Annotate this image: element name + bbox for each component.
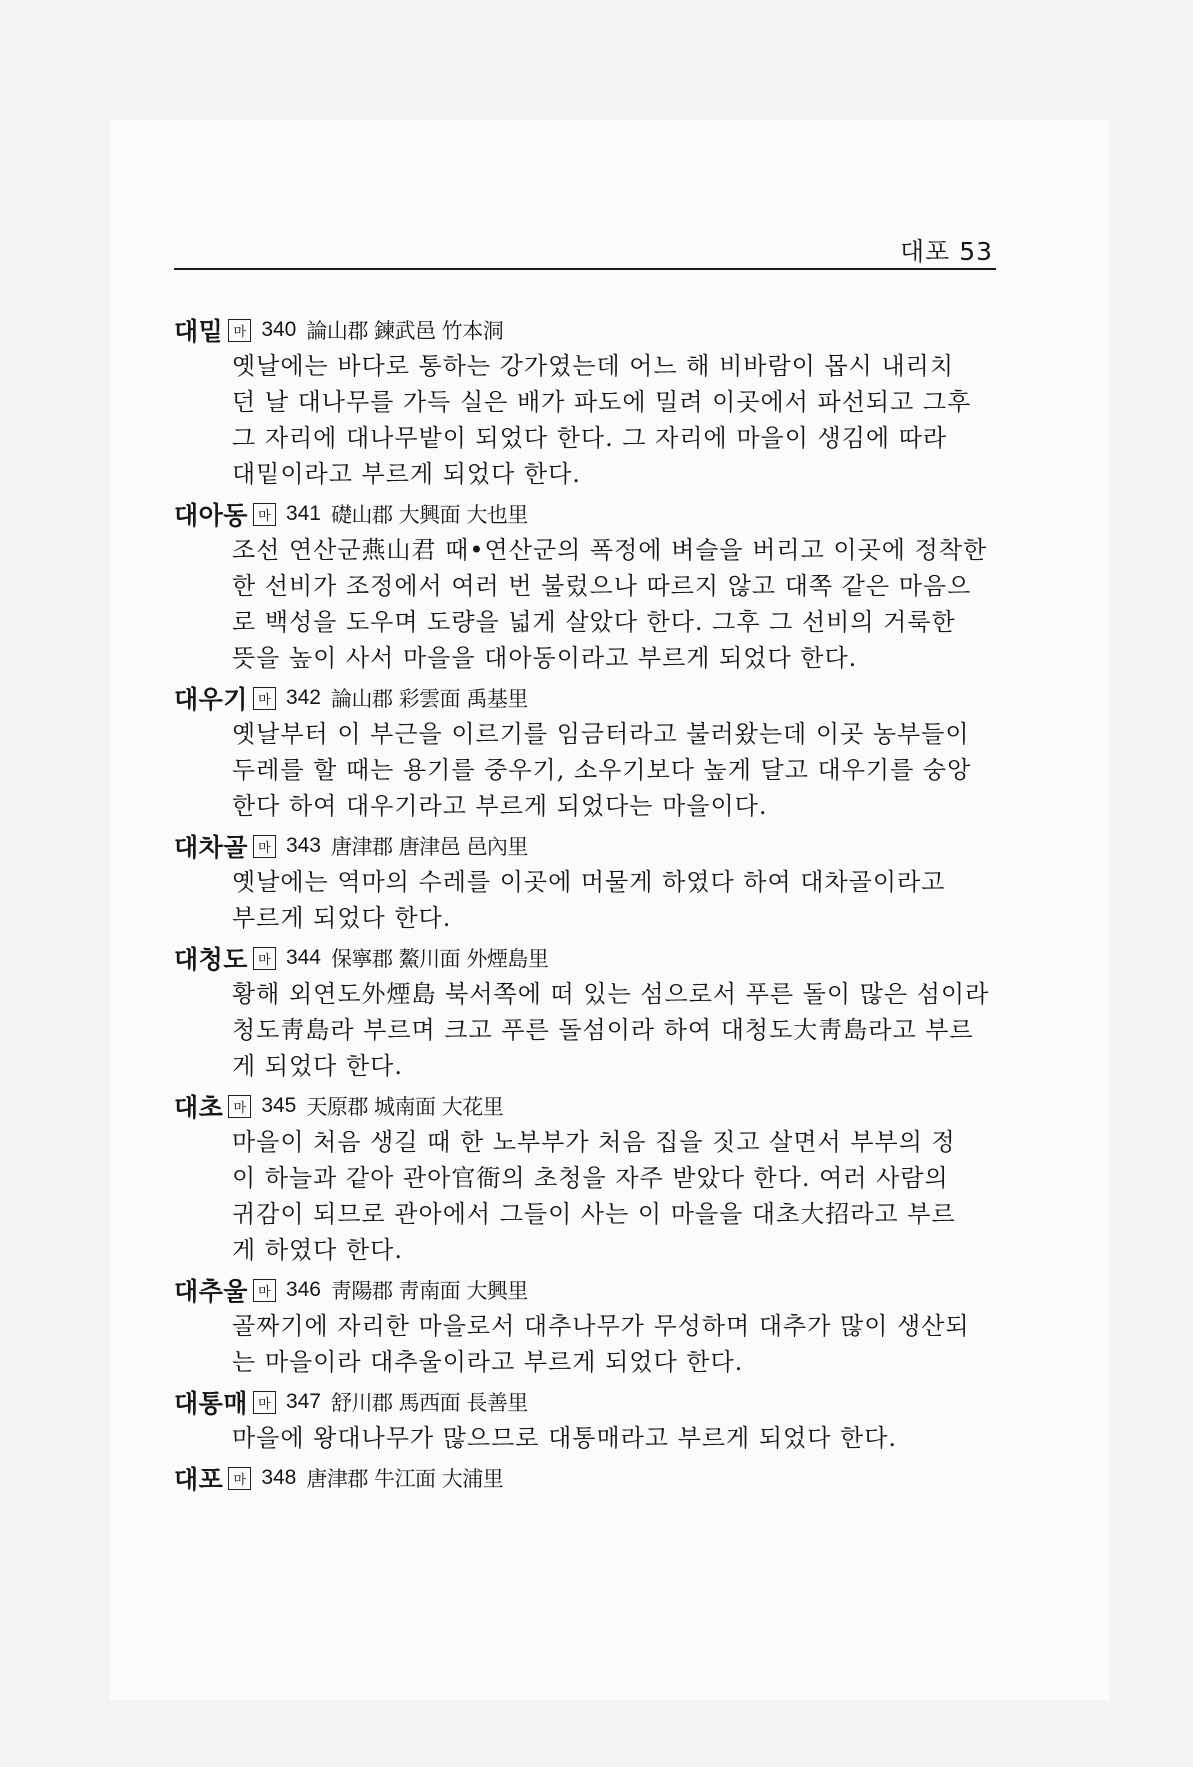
description-line: 한 선비가 조정에서 여러 번 불렀으나 따르지 않고 대쪽 같은 마음으 [232,572,972,600]
dictionary-entry [174,1272,996,1380]
entry-header [174,312,996,348]
dictionary-entry [174,1088,996,1268]
entry-number: 344 [285,946,321,969]
entry-address: 唐津郡 唐津邑 邑內里 [331,835,528,859]
dictionary-entry [174,940,996,1084]
entry-description [232,1308,998,1380]
entry-description [232,1420,998,1456]
description-line: 두레를 할 때는 용기를 중우기, 소우기보다 높게 달고 대우기를 숭앙 [232,756,972,784]
boxed-tag-icon: 마 [253,835,276,858]
entry-number: 342 [285,686,321,709]
entry-address: 天原郡 城南面 大花里 [306,1095,504,1119]
description-line: 대밑이라고 부르게 되었다 한다. [232,460,581,488]
entry-address: 靑陽郡 靑南面 大興里 [331,1279,528,1303]
entry-headword: 대아동 [174,501,248,530]
dictionary-entry [174,312,996,492]
dictionary-entry [174,680,996,824]
description-line: 옛날부터 이 부근을 이르기를 임금터라고 불러왔는데 이곳 농부들이 [232,720,970,748]
entry-headword: 대초 [174,1093,224,1122]
entry-header [174,680,996,716]
description-line: 골짜기에 자리한 마을로서 대추나무가 무성하며 대추가 많이 생산되 [232,1312,970,1340]
boxed-tag-icon: 마 [253,503,276,526]
entry-headword: 대차골 [174,833,248,862]
entry-headword: 대통매 [174,1389,248,1418]
entry-list [174,312,996,1500]
description-line: 옛날에는 바다로 통하는 강가였는데 어느 해 비바람이 몹시 내리치 [232,352,954,380]
entry-address: 唐津郡 牛江面 大浦里 [306,1467,504,1491]
description-line: 게 하였다 한다. [232,1236,403,1264]
description-line: 는 마을이라 대추울이라고 부르게 되었다 한다. [232,1348,744,1376]
description-line: 뜻을 높이 사서 마을을 대아동이라고 부르게 되었다 한다. [232,644,858,672]
entry-description [232,532,998,676]
dictionary-entry [174,828,996,936]
description-line: 조선 연산군燕山君 때•연산군의 폭정에 벼슬을 버리고 이곳에 정착한 [232,536,988,564]
entry-header [174,1384,996,1420]
entry-headword: 대청도 [174,945,248,974]
description-line: 마을이 처음 생길 때 한 노부부가 처음 집을 짓고 살면서 부부의 정 [232,1128,956,1156]
entry-description [232,1124,998,1268]
boxed-tag-icon: 마 [228,1467,251,1490]
entry-number: 340 [261,318,297,341]
entry-address: 保寧郡 鰲川面 外煙島里 [331,947,549,971]
boxed-tag-icon: 마 [253,947,276,970]
entry-address: 礎山郡 大興面 大也里 [331,503,528,527]
entry-number: 348 [261,1466,297,1489]
description-line: 귀감이 되므로 관아에서 그들이 사는 이 마을을 대초大招라고 부르 [232,1200,956,1228]
description-line: 로 백성을 도우며 도량을 넓게 살았다 한다. 그후 그 선비의 거룩한 [232,608,956,636]
entry-headword: 대우기 [174,685,248,714]
description-line: 던 날 대나무를 가득 실은 배가 파도에 밀려 이곳에서 파선되고 그후 [232,388,972,416]
entry-number: 347 [285,1390,321,1413]
description-line: 부르게 되었다 한다. [232,904,452,932]
entry-header [174,1088,996,1124]
boxed-tag-icon: 마 [228,1095,251,1118]
boxed-tag-icon: 마 [253,687,276,710]
description-line: 한다 하여 대우기라고 부르게 되었다는 마을이다. [232,792,768,820]
entry-headword: 대포 [174,1465,224,1494]
header-rule [174,268,996,270]
entry-header [174,496,996,532]
boxed-tag-icon: 마 [253,1279,276,1302]
description-line: 게 되었다 한다. [232,1052,403,1080]
entry-description [232,716,998,824]
entry-header [174,1272,996,1308]
dictionary-entry [174,1460,996,1496]
description-line: 옛날에는 역마의 수레를 이곳에 머물게 하였다 하여 대차골이라고 [232,868,946,896]
description-line: 이 하늘과 같아 관아官衙의 초청을 자주 받았다 한다. 여러 사람의 [232,1164,949,1192]
running-head: 대포 53 [900,237,994,266]
entry-description [232,864,998,936]
entry-description [232,976,998,1084]
description-line: 청도靑島라 부르며 크고 푸른 돌섬이라 하여 대청도大靑島라고 부르 [232,1016,974,1044]
description-line: 황해 외연도外煙島 북서쪽에 떠 있는 섬으로서 푸른 돌이 많은 섬이라 [232,980,990,1008]
entry-number: 346 [285,1278,321,1301]
description-line: 마을에 왕대나무가 많으므로 대통매라고 부르게 되었다 한다. [232,1424,898,1452]
entry-headword: 대밑 [174,317,224,346]
entry-header [174,940,996,976]
entry-header [174,1460,996,1496]
entry-address: 論山郡 彩雲面 禹基里 [331,687,528,711]
entry-address: 舒川郡 馬西面 長善里 [331,1391,528,1415]
dictionary-entry [174,496,996,676]
entry-header [174,828,996,864]
entry-address: 論山郡 鍊武邑 竹本洞 [306,319,504,343]
dictionary-entry [174,1384,996,1456]
boxed-tag-icon: 마 [253,1391,276,1414]
description-line: 그 자리에 대나무밭이 되었다 한다. 그 자리에 마을이 생김에 따라 [232,424,948,452]
entry-description [232,348,998,492]
entry-number: 341 [285,502,321,525]
boxed-tag-icon: 마 [228,319,251,342]
entry-number: 343 [285,834,321,857]
entry-headword: 대추울 [174,1277,248,1306]
entry-number: 345 [261,1094,297,1117]
